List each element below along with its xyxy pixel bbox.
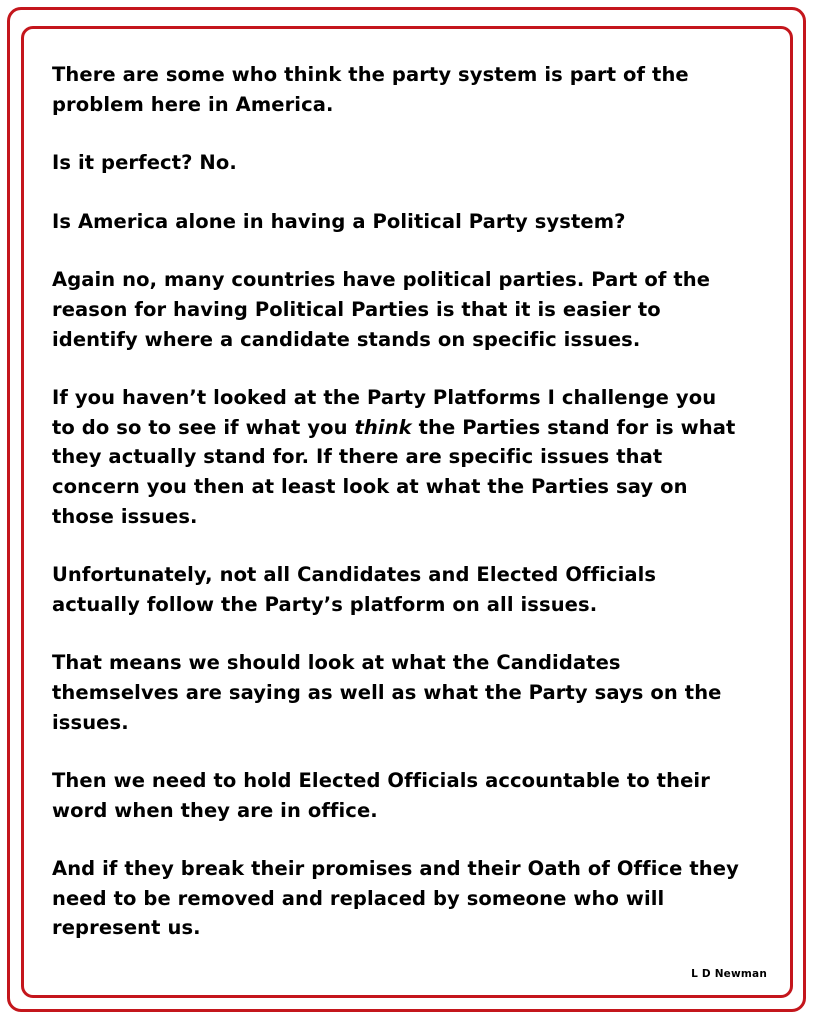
text-line: There are some who think the party system is part of the	[52, 63, 689, 86]
paragraph-1	[52, 60, 782, 119]
text-line: represent us.	[52, 916, 201, 940]
text-line: actually follow the Party’s platform on all issues.	[52, 592, 598, 616]
emphasized-word: think	[354, 415, 412, 439]
paragraph-9	[52, 854, 782, 943]
text-line: Is America alone in having a Political Party system?	[52, 209, 626, 233]
text-line: those issues.	[52, 504, 198, 528]
text-line: themselves are saying as well as what the Party says on the	[52, 680, 722, 704]
paragraph-3	[52, 207, 782, 237]
paragraph-5	[52, 383, 782, 531]
paragraph-6	[52, 560, 782, 619]
text-line-with-emphasis	[52, 413, 782, 443]
paragraph-4	[52, 265, 782, 354]
text-line: they actually stand for. If there are specific issues that	[52, 445, 663, 469]
paragraph-7	[52, 648, 782, 737]
text-segment: the Parties stand for is what	[411, 415, 736, 439]
text-line: reason for having Political Parties is that it is easier to	[52, 297, 661, 321]
text-line: If you haven’t looked at the Party Platforms I challenge you	[52, 386, 717, 410]
text-line: concern you then at least look at what the Parties say on	[52, 474, 688, 498]
author-signature: L D Newman	[691, 968, 767, 980]
paragraph-2	[52, 148, 782, 178]
text-line: need to be removed and replaced by someone who will	[52, 886, 665, 910]
text-line: problem here in America.	[52, 92, 334, 116]
text-segment: to do so to see if what you	[52, 415, 355, 439]
text-line: Unfortunately, not all Candidates and Elected Officials	[52, 563, 657, 587]
text-line: Again no, many countries have political parties. Part of the	[52, 268, 711, 292]
text-line: Then we need to hold Elected Officials accountable to their	[52, 769, 710, 793]
text-line: issues.	[52, 710, 129, 734]
text-line: That means we should look at what the Candidates	[52, 651, 621, 675]
text-line: identify where a candidate stands on specific issues.	[52, 327, 641, 351]
text-line: And if they break their promises and their Oath of Office they	[52, 857, 739, 881]
text-line: word when they are in office.	[52, 798, 378, 822]
document-body	[52, 60, 782, 972]
paragraph-8	[52, 766, 782, 825]
text-line: Is it perfect? No.	[52, 151, 237, 175]
